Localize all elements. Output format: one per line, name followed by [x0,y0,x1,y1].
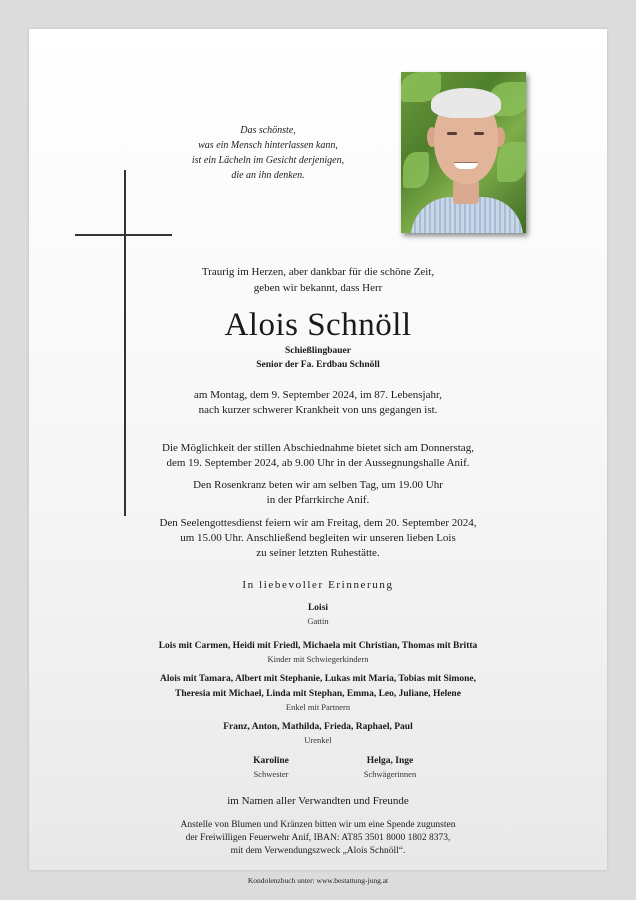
grandchildren-names: Theresia mit Michael, Linda mit Stephan, Emma, Leo, Juliane, Helene [175,689,461,699]
rosary-line: in der Pfarrkirche Anif. [266,494,370,506]
quote-line: ist ein Lächeln im Gesicht derjenigen, [191,155,345,166]
relatives-line: im Namen aller Verwandten und Freunde [227,795,409,807]
intro-line: Traurig im Herzen, aber dankbar für die schöne Zeit, [201,266,435,278]
quote-line: was ein Mensch hinterlassen kann, [198,140,338,151]
great-grandchildren-role: Urenkel [304,735,332,745]
mass-line: um 15.00 Uhr. Anschließend begleiten wir unseren lieben Lois [180,532,456,544]
intro-line: geben wir bekannt, dass Herr [253,282,383,294]
subtitle-line: Senior der Fa. Erdbau Schnöll [256,360,380,370]
sisters-in-law-role: Schwägerinnen [363,769,417,779]
condolence-book-link[interactable]: Kondolenzbuch unter: www.bestattung-jung.at [247,876,389,885]
donation-line: der Freiwilligen Feuerwehr Anif, IBAN: AT85 3501 8000 1802 8373, [185,833,451,843]
wife-role: Gattin [307,616,329,626]
donation-line: Anstelle von Blumen und Kränzen bitten wir um eine Spende zugunsten [180,820,456,830]
grandchildren-names: Alois mit Tamara, Albert mit Stephanie, Lukas mit Maria, Tobias mit Simone, [160,674,476,684]
death-line: am Montag, dem 9. September 2024, im 87. Lebensjahr, [194,389,442,401]
death-line: nach kurzer schwerer Krankheit von uns gegangen ist. [198,404,438,416]
cross-horizontal-bar [75,234,172,236]
memorial-quote [168,123,368,183]
sister-role: Schwester [253,769,289,779]
rosary-line: Den Rosenkranz beten wir am selben Tag, um 19.00 Uhr [193,479,443,491]
great-grandchildren-names: Franz, Anton, Mathilda, Frieda, Raphael, Paul [223,722,413,732]
children-names: Lois mit Carmen, Heidi mit Friedl, Michaela mit Christian, Thomas mit Britta [158,641,478,651]
portrait-photo [401,72,526,233]
sister-name: Karoline [253,756,289,766]
deceased-name: Alois Schnöll [224,307,412,343]
sisters-in-law-name: Helga, Inge [366,756,414,766]
donation-line: mit dem Verwendungszweck „Alois Schnöll“. [230,846,406,856]
mass-line: Den Seelengottesdienst feiern wir am Freitag, dem 20. September 2024, [159,517,477,529]
memory-heading: In liebevoller Erinnerung [242,579,394,591]
mass-line: zu seiner letzten Ruhestätte. [256,547,380,559]
quote-line: Das schönste, [240,125,296,136]
wife-name: Loisi [307,603,329,613]
grandchildren-role: Enkel mit Partnern [285,702,351,712]
farewell-line: Die Möglichkeit der stillen Abschiednahme bietet sich am Donnerstag, [162,442,474,454]
quote-line: die an ihn denken. [231,170,305,181]
children-role: Kinder mit Schwiegerkindern [267,654,369,664]
farewell-line: dem 19. September 2024, ab 9.00 Uhr in der Aussegnungshalle Anif. [166,457,470,469]
subtitle-line: Schießlingbauer [285,346,351,356]
